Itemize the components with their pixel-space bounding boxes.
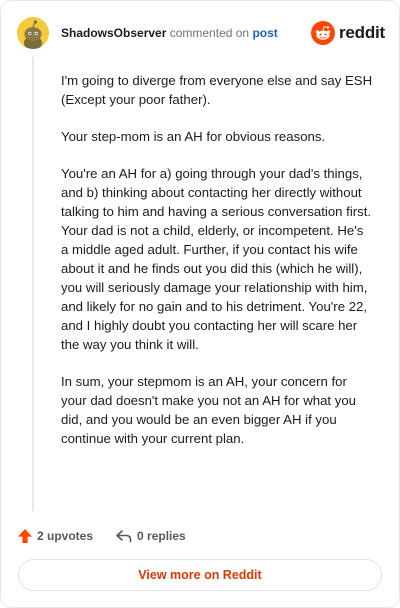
comment-actions	[17, 525, 186, 547]
comment-paragraph: Your step-mom is an AH for obvious reasons.	[61, 129, 326, 144]
reply-count: 0 replies	[137, 529, 186, 543]
comment-header	[1, 1, 400, 65]
reddit-logo-icon	[311, 21, 335, 45]
comment-paragraph: In sum, your stepmom is an AH, your concern for your dad doesn't make you not an AH for what you did, and you would be an even bigger AH if you continue with your current plan.	[61, 374, 357, 446]
view-more-button[interactable]: View more on Reddit	[18, 559, 382, 591]
replies-button[interactable]	[115, 528, 186, 544]
thread-line	[32, 57, 34, 511]
reddit-brand[interactable]	[311, 21, 385, 45]
post-link[interactable]: post	[252, 26, 278, 40]
reddit-wordmark: reddit	[338, 23, 385, 42]
comment-paragraph: You're an AH for a) going through your dad's things, and b) thinking about contacting her directly without talking to him and having a serious conversation first. Your dad is not a child, elderly, or incompetent. He's a middle aged adult. Further, if you contact his wife about it and he finds out you did this (which he will), you will seriously damage your relationship with him, and likely for no gain and to his detriment. You're 22, and I highly doubt you contacting her will scare her the way you think it will.	[61, 166, 372, 352]
comment-byline	[61, 25, 278, 41]
author-name[interactable]: ShadowsObserver	[61, 26, 167, 40]
snoo-avatar-icon[interactable]	[17, 17, 49, 49]
comment-body	[61, 71, 373, 466]
upvote-count: 2 upvotes	[37, 529, 94, 543]
upvote-arrow-icon	[17, 528, 33, 544]
upvote-button[interactable]	[17, 528, 93, 544]
reply-arrow-icon	[115, 528, 133, 544]
comment-paragraph: I'm going to diverge from everyone else and say ESH (Except your poor father).	[61, 73, 373, 107]
byline-action: commented on	[169, 26, 250, 40]
